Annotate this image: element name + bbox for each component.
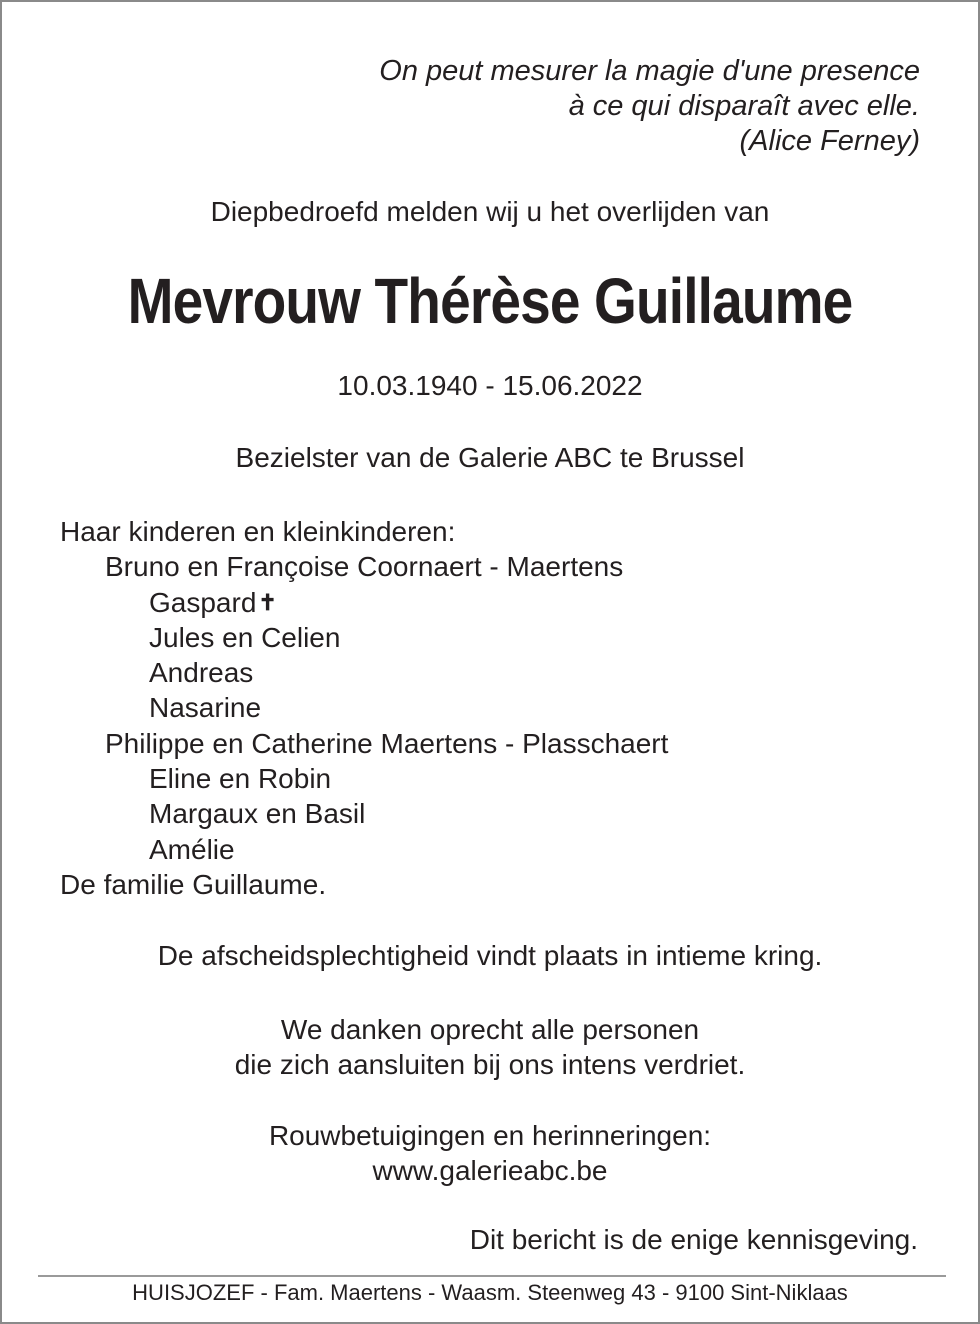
grandchild: Nasarine bbox=[149, 692, 262, 724]
ceremony-notice: De afscheidsplechtigheid vindt plaats in intieme kring. bbox=[157, 940, 823, 971]
intro-text: Diepbedroefd melden wij u het overlijden van bbox=[210, 196, 770, 227]
quote-line: à ce qui disparaît avec elle. bbox=[568, 90, 920, 122]
epigraph-quote bbox=[220, 54, 920, 159]
funeral-home-footer: HUISJOZEF - Fam. Maertens - Waasm. Steenweg 43 - 9100 Sint-Niklaas bbox=[132, 1280, 848, 1305]
thanks-line: We danken oprecht alle personen bbox=[280, 1014, 700, 1045]
thanks-message bbox=[2, 1012, 978, 1082]
grandchild: Margaux en Basil bbox=[149, 798, 366, 830]
child-couple: Bruno en Françoise Coornaert - Maertens bbox=[105, 551, 624, 583]
sole-notice-text: Dit bericht is de enige kennisgeving. bbox=[469, 1224, 918, 1255]
condolence-website-link[interactable]: www.galerieabc.be bbox=[372, 1155, 608, 1186]
child-couple: Philippe en Catherine Maertens - Plasschaert bbox=[105, 727, 669, 759]
family-closing: De familie Guillaume. bbox=[60, 868, 327, 900]
life-dates: 10.03.1940 - 15.06.2022 bbox=[337, 370, 643, 401]
grandchild: Eline en Robin bbox=[149, 763, 332, 795]
quote-line: On peut mesurer la magie d'une presence bbox=[379, 55, 920, 87]
deceased-role: Bezielster van de Galerie ABC te Brussel bbox=[235, 442, 745, 473]
footer-divider bbox=[38, 1275, 946, 1277]
thanks-line: die zich aansluiten bij ons intens verdriet. bbox=[234, 1049, 746, 1080]
grandchild: Amélie bbox=[149, 833, 235, 865]
family-list bbox=[60, 514, 668, 902]
condolence-info bbox=[2, 1118, 978, 1188]
family-heading: Haar kinderen en kleinkinderen: bbox=[60, 516, 456, 547]
grandchild: Jules en Celien bbox=[149, 621, 341, 653]
condolence-label: Rouwbetuigingen en herinneringen: bbox=[268, 1120, 712, 1151]
quote-author: (Alice Ferney) bbox=[739, 125, 920, 157]
deceased-name: Mevrouw Thérèse Guillaume bbox=[127, 265, 853, 337]
cross-icon: ✝ bbox=[258, 589, 277, 615]
grandchild: Andreas bbox=[149, 657, 254, 689]
grandchild bbox=[60, 585, 668, 620]
grandchild-name: Gaspard bbox=[149, 586, 257, 618]
